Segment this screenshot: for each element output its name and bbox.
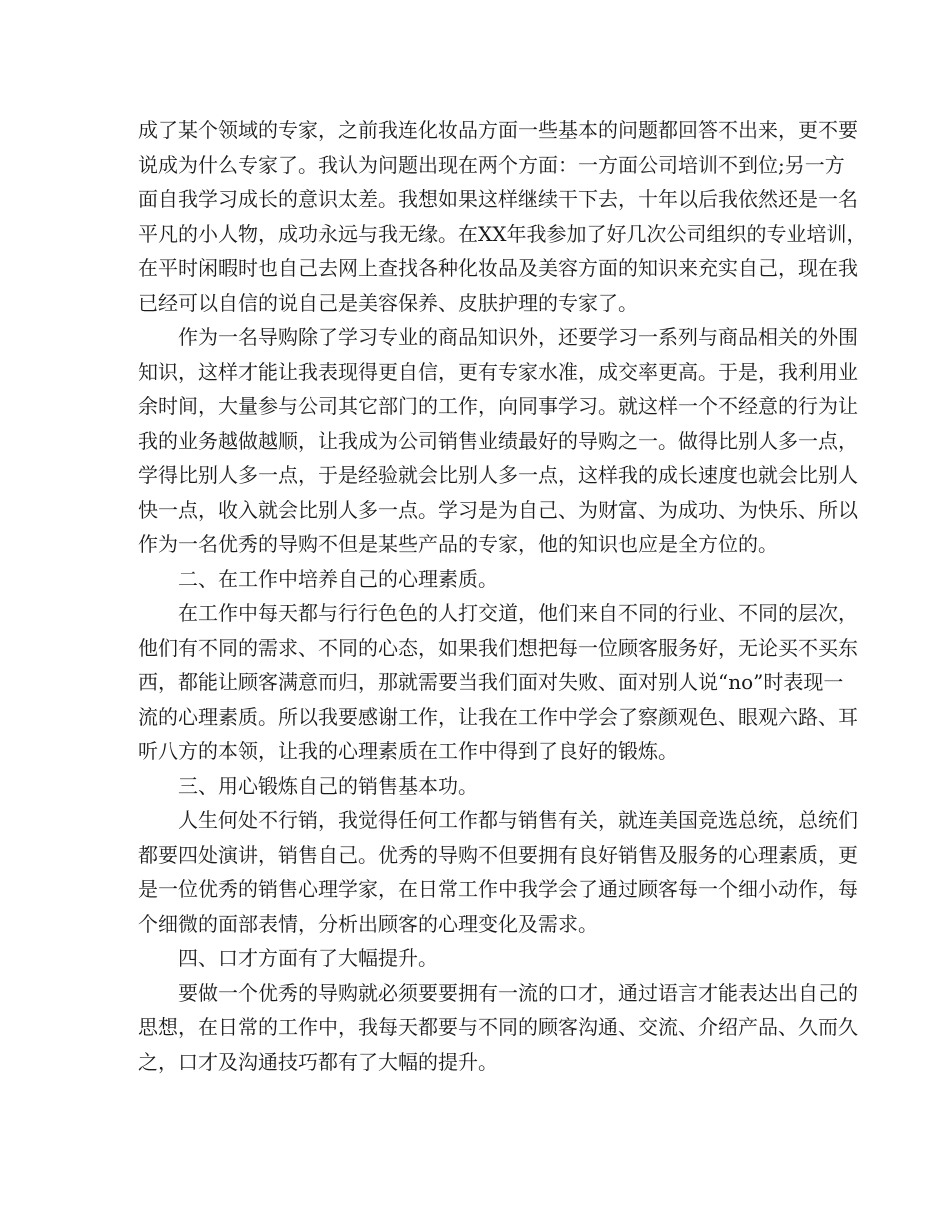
- text-line: 快一点，收入就会比别人多一点。学习是为自己、为财富、为成功、为快乐、所以: [138, 497, 858, 522]
- text-line: 之，口才及沟通技巧都有了大幅的提升。: [138, 1049, 498, 1074]
- text-line: 作为一名导购除了学习专业的商品知识外，还要学习一系列与商品相关的外围: [178, 325, 858, 349]
- text-line: 在工作中每天都与行行色色的人打交道，他们来自不同的行业、不同的层次，: [178, 601, 858, 625]
- text-line: 作为一名优秀的导购不但是某些产品的专家，他的知识也应是全方位的。: [138, 532, 778, 556]
- text-line: 学得比别人多一点，于是经验就会比别人多一点，这样我的成长速度也就会比别人: [138, 463, 858, 487]
- text-line: 四、口才方面有了大幅提升。: [178, 946, 438, 970]
- text-line: 已经可以自信的说自己是美容保养、皮肤护理的专家了。: [138, 290, 638, 315]
- text-line: 思想，在日常的工作中，我每天都要与不同的顾客沟通、交流、介绍产品、久而久: [138, 1015, 858, 1039]
- text-line: 我的业务越做越顺，让我成为公司销售业绩最好的导购之一。做得比别人多一点，: [138, 428, 858, 453]
- text-line: 知识，这样才能让我表现得更自信，更有专家水准，成交率更高。于是，我利用业: [138, 359, 858, 384]
- text-line: 面自我学习成长的意识太差。我想如果这样继续干下去，十年以后我依然还是一名: [138, 187, 858, 211]
- text-line: 二、在工作中培养自己的心理素质。: [178, 566, 498, 591]
- text-line: 成了某个领域的专家，之前我连化妆品方面一些基本的问题都回答不出来，更不要: [138, 118, 858, 142]
- text-line: 流的心理素质。所以我要感谢工作，让我在工作中学会了察颜观色、眼观六路、耳: [138, 704, 858, 729]
- text-line: 他们有不同的需求、不同的心态，如果我们想把每一位顾客服务好，无论买不买东: [138, 635, 858, 660]
- text-line: 平凡的小人物，成功永远与我无缘。在XX年我参加了好几次公司组织的专业培训，: [138, 221, 867, 246]
- text-line: 说成为什么专家了。我认为问题出现在两个方面：一方面公司培训不到位;另一方: [138, 152, 845, 177]
- text-line: 西，都能让顾客满意而归，那就需要当我们面对失败、面对别人说“no”时表现一: [138, 670, 844, 694]
- text-line: 人生何处不行销，我觉得任何工作都与销售有关，就连美国竞选总统，总统们: [178, 808, 858, 832]
- text-line: 余时间，大量参与公司其它部门的工作，向同事学习。就这样一个不经意的行为让: [138, 394, 858, 418]
- document-body: [138, 113, 867, 1079]
- text-line: 三、用心锻炼自己的销售基本功。: [178, 773, 478, 798]
- text-line: 都要四处演讲，销售自己。优秀的导购不但要拥有良好销售及服务的心理素质，更: [138, 842, 858, 867]
- text-line: 个细微的面部表情，分析出顾客的心理变化及需求。: [138, 911, 598, 936]
- text-line: 在平时闲暇时也自己去网上查找各种化妆品及美容方面的知识来充实自己，现在我: [138, 256, 858, 280]
- text-line: 要做一个优秀的导购就必须要要拥有一流的口才，通过语言才能表达出自己的: [178, 980, 858, 1005]
- text-line: 是一位优秀的销售心理学家，在日常工作中我学会了通过顾客每一个细小动作，每: [138, 877, 858, 901]
- text-line: 听八方的本领，让我的心理素质在工作中得到了良好的锻炼。: [138, 739, 678, 763]
